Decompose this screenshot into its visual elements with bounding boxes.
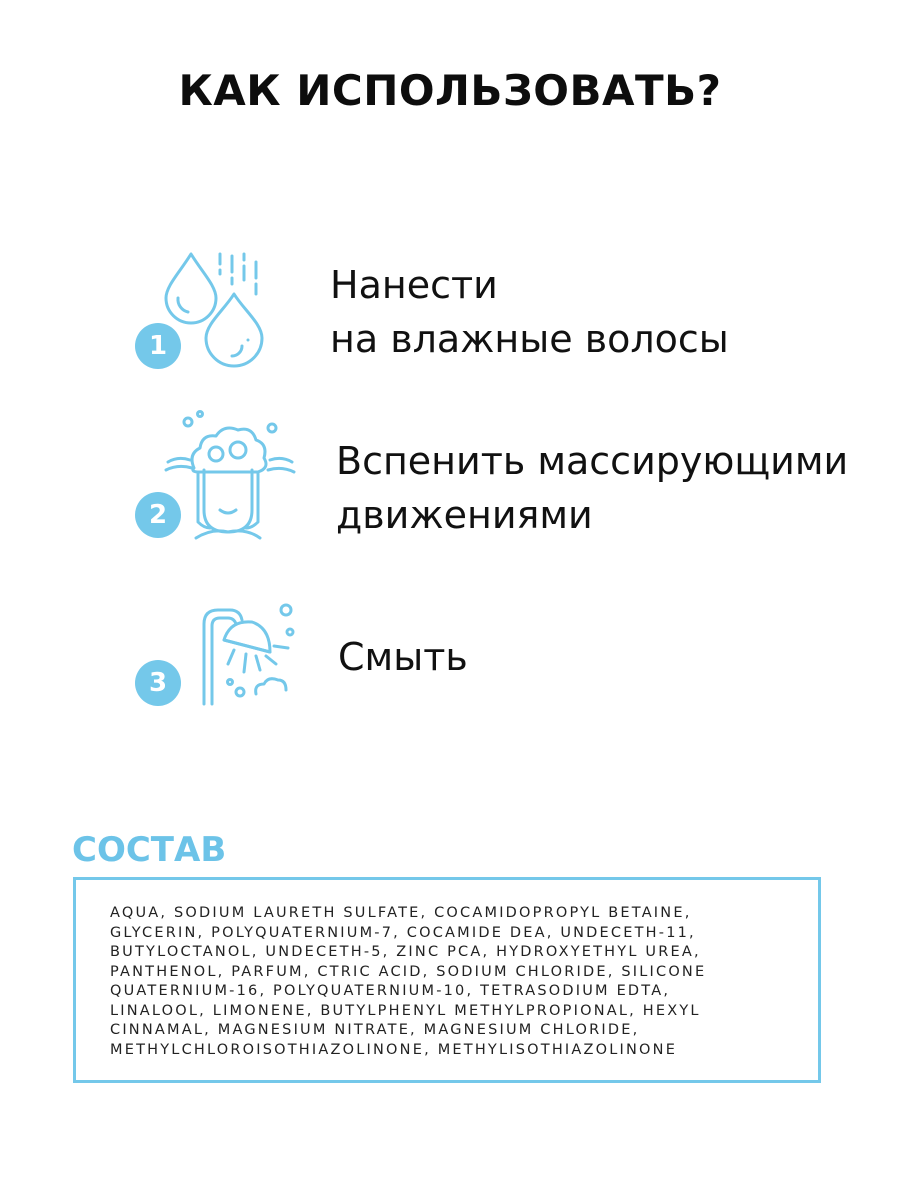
step-2-text xyxy=(336,434,848,542)
composition-line: CINNAMAL, MAGNESIUM NITRATE, MAGNESIUM CHLORIDE, xyxy=(110,1022,640,1038)
composition-text xyxy=(110,904,800,1060)
composition-line: BUTYLOCTANOL, UNDECETH-5, ZINC PCA, HYDROXYETHYL UREA, xyxy=(110,944,701,960)
composition-line: GLYCERIN, POLYQUATERNIUM-7, COCAMIDE DEA, UNDECETH-11, xyxy=(110,924,696,941)
composition-box xyxy=(73,877,821,1083)
step-number-badge: 2 xyxy=(135,492,181,538)
composition-title: СОСТАВ xyxy=(72,830,227,870)
step-2-line-2: движениями xyxy=(336,493,593,537)
foaming-head-icon xyxy=(160,410,300,550)
step-3-line-1: Смыть xyxy=(338,635,468,679)
step-1-line-2: на влажные волосы xyxy=(330,317,729,361)
composition-line: METHYLCHLOROISOTHIAZOLINONE, METHYLISOTHIAZOLINONE xyxy=(110,1041,678,1058)
composition-line: QUATERNIUM-16, POLYQUATERNIUM-10, TETRASODIUM EDTA, xyxy=(110,983,671,999)
composition-line: LINALOOL, LIMONENE, BUTYLPHENYL METHYLPROPIONAL, HEXYL xyxy=(110,1002,701,1019)
step-3-text xyxy=(338,630,468,684)
step-number-badge: 3 xyxy=(135,660,181,706)
step-2-line-1: Вспенить массирующими xyxy=(336,439,849,483)
step-1-text xyxy=(330,258,729,366)
composition-line: AQUA, SODIUM LAURETH SULFATE, COCAMIDOPROPYL BETAINE, xyxy=(110,905,692,921)
step-1-line-1: Нанести xyxy=(330,263,498,307)
page-title: КАК ИСПОЛЬЗОВАТЬ? xyxy=(178,66,722,115)
shower-icon xyxy=(190,600,302,706)
composition-line: PANTHENOL, PARFUM, CTRIC ACID, SODIUM CHLORIDE, SILICONE xyxy=(110,963,707,980)
step-number-badge: 1 xyxy=(135,323,181,369)
